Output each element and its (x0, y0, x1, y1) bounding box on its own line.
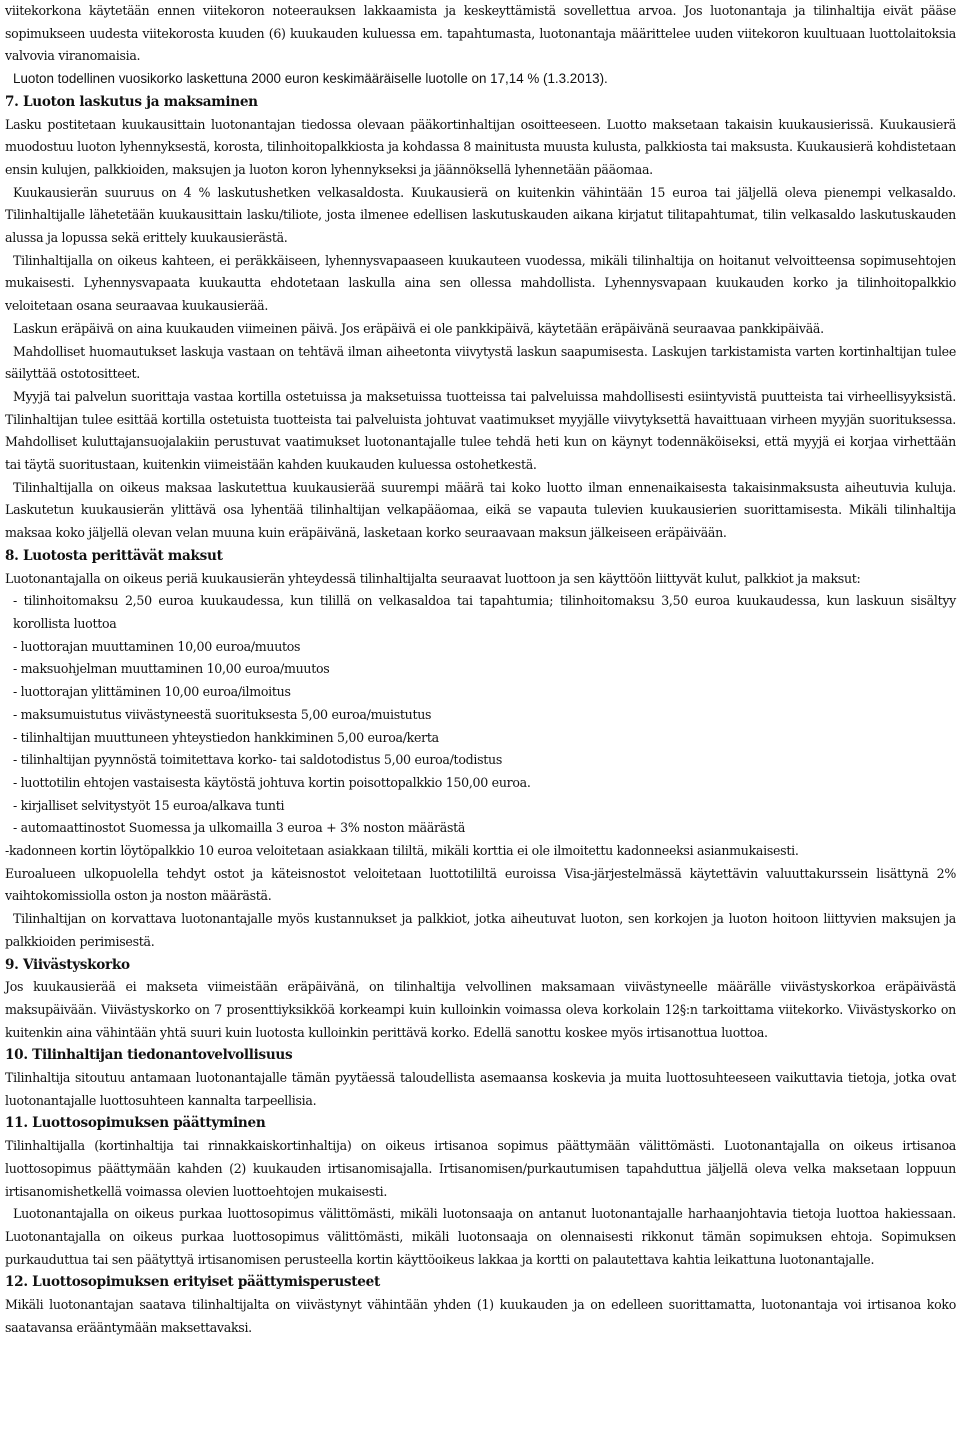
fee-list-item: - tilinhaltijan muuttuneen yhteystiedon hankkiminen 5,00 euroa/kerta (13, 729, 439, 745)
section-8-paragraph: Tilinhaltijan on korvattava luotonantajalle myös kustannukset ja palkkiot, jotka aiheutuvat luoton, sen korkojen ja luoton hoitoon liittyvien maksujen ja palkkioiden perimisestä. (5, 911, 956, 949)
section-11-paragraph: Tilinhaltijalla (kortinhaltija tai rinnakkaiskortinhaltija) on oikeus irtisanoa sopimus päättymään välittömästi. Luotonantajalla on oikeus irtisanoa luottosopimus päättymään kahden (2) kuukauden irtisanomisajalla. Irtisanomisen/purkautumisen tapahduttua jäljellä oleva velka maksetaan loppuun irtisanomishetkellä voimassa olevien luottoehtojen mukaisesti. (5, 1138, 956, 1199)
paragraph-apr: Luoton todellinen vuosikorko laskettuna 2000 euron keskimääräiselle luotolle on 17,14 % (1.3.2013). (13, 71, 608, 87)
section-8-intro: Luotonantajalla on oikeus periä kuukausierän yhteydessä tilinhaltijalta seuraavat luottoon ja sen käyttöön liittyvät kulut, palkkiot ja maksut: (5, 570, 861, 586)
section-12-heading: 12. Luottosopimuksen erityiset päättymisperusteet (5, 1274, 380, 1291)
section-10-paragraph: Tilinhaltija sitoutuu antamaan luotonantajalle tämän pyytäessä taloudellista asemaansa koskevia ja muita luottosuhteeseen vaikuttavia tietoja, jotka ovat luotonantajalle luottosuhteen kannalta tarpeellisia. (5, 1070, 956, 1108)
fee-list-item: -kadonneen kortin löytöpalkkio 10 euroa veloitetaan asiakkaan tililtä, mikäli korttia ei ole ilmoitettu kadonneeksi asianmukaisesti. (5, 843, 799, 859)
fee-list-item: - automaattinostot Suomessa ja ulkomailla 3 euroa + 3% noston määrästä (13, 820, 466, 836)
section-8-heading: 8. Luotosta perittävät maksut (5, 547, 223, 564)
section-7-paragraph: Mahdolliset huomautukset laskuja vastaan on tehtävä ilman aiheetonta viivytystä laskun saapumisesta. Laskujen tarkistamista varten kortinhaltijan tulee säilyttää ostotositteet. (5, 343, 956, 382)
section-10-heading: 10. Tilinhaltijan tiedonantovelvollisuus (5, 1047, 293, 1064)
section-8-paragraph: Euroalueen ulkopuolella tehdyt ostot ja käteisnostot veloitetaan luottotililtä euroissa Visa-järjestelmässä käytettävin valuuttakurssein lisättynä 2% vaihtokomissiolla oston ja noston määrästä. (5, 865, 956, 904)
fee-list-item: - luottorajan muuttaminen 10,00 euroa/muutos (13, 638, 301, 654)
section-11-heading: 11. Luottosopimuksen päättyminen (5, 1115, 266, 1132)
section-7-paragraph: Myyjä tai palvelun suorittaja vastaa kortilla ostetuissa ja maksetuissa tuotteissa tai palveluissa mahdollisesti esiintyvistä puutteista tai virheellisyyksistä. Tilinhaltijan tulee esittää kortilla ostetuista tuotteista tai palveluista johtuvat vaatimukset myyjälle viivytyksettä havaittuaan virheen myyjän suorituksessa. Mahdolliset kuluttajansuojalakiin perustuvat vaatimukset luotonantajalle tulee tehdä heti kun on käynyt todennäköiseksi, että myyjä ei korjaa virhettään tai täytä suoritustaan, kuitenkin viimeistään kahden kuukauden kuluessa ostohetkestä. (5, 388, 956, 473)
section-9-heading: 9. Viivästyskorko (5, 956, 130, 973)
section-7-paragraph: Kuukausierän suuruus on 4 % laskutushetken velkasaldosta. Kuukausierä on kuitenkin vähintään 15 euroa tai jäljellä oleva pienempi velkasaldo. Tilinhaltijalle lähetetään kuukausittain lasku/tiliote, josta ilmenee edellisen laskutuskauden aikana kirjatut tilitapahtumat, tilin velkasaldo laskutuskauden alussa ja lopussa sekä erittely kuukausierästä. (5, 184, 956, 246)
document-page (5, 0, 956, 1339)
section-11-paragraph: Luotonantajalla on oikeus purkaa luottosopimus välittömästi, mikäli luotonsaaja on antanut luotonantajalle harhaanjohtavia tietoja luottoa hakiessaan. Luotonantajalla on oikeus purkaa luottosopimus välittömästi, mikäli luotonsaaja on olennaisesti rikkonut tämän sopimuksen ehtoja. Sopimuksen purkauduttua tai sen päätyttyä irtisanomisen perusteella kortin käyttöoikeus lakkaa ja kortti on palautettava kahtia leikattuna luotonantajalle. (5, 1206, 956, 1267)
section-7-heading: 7. Luoton laskutus ja maksaminen (5, 93, 258, 110)
section-7-paragraph: Tilinhaltijalla on oikeus kahteen, ei peräkkäiseen, lyhennysvapaaseen kuukauteen vuodessa, mikäli tilinhaltija on hoitanut velvoitteensa sopimusehtojen mukaisesti. Lyhennysvapaata kuukautta ehdotetaan laskulla aina sen ollessa mahdollista. Lyhennysvapaan kuukauden korko ja tilinhoitopalkkio veloitetaan osana seuraavaa kuukausierää. (5, 252, 956, 314)
section-7-paragraph: Tilinhaltijalla on oikeus maksaa laskutettua kuukausierää suurempi määrä tai koko luotto ilman ennenaikaisesta takaisinmaksusta aiheutuvia kuluja. Laskutetun kuukausierän ylittävä osa lyhentää tilinhaltijan velkapääomaa, eikä se vapauta tulevien kuukausierien suorittamisesta. Mikäli tilinhaltija maksaa koko jäljellä olevan velan muuna kuin eräpäivänä, lasketaan korko seuraavaan maksun jälkeiseen eräpäivään. (5, 479, 956, 541)
section-7-paragraph: Lasku postitetaan kuukausittain luotonantajan tiedossa olevaan pääkortinhaltijan osoitteeseen. Luotto maksetaan takaisin kuukausierissä. Kuukausierä muodostuu luoton lyhennyksestä, korosta, tilinhoitopalkkiosta ja kohdassa 8 mainitusta muusta kulusta, palkkiosta tai maksusta. Kuukausierä kohdistetaan ensin kulujen, palkkioiden, maksujen ja luoton koron lyhennykseksi ja jäännöksellä lyhennetään pääomaa. (5, 116, 956, 177)
section-12-paragraph: Mikäli luotonantajan saatava tilinhaltijalta on viivästynyt vähintään yhden (1) kuukauden ja on edelleen suorittamatta, luotonantaja voi irtisanoa koko saatavansa erääntymään maksettavaksi. (5, 1297, 956, 1335)
paragraph-reference-rate: viitekorkona käytetään ennen viitekoron noteerauksen lakkaamista ja keskeyttämistä sovellettua arvoa. Jos luotonantaja ja tilinhaltija eivät pääse sopimukseen uudesta viitekorosta kuuden (6) kuukauden kuluessa em. tapahtumasta, luotonantaja määrittelee uuden viitekoron kuultuaan luottolaitoksia valvovia viranomaisia. (5, 3, 956, 64)
fee-list-item: - tilinhaltijan pyynnöstä toimitettava korko- tai saldotodistus 5,00 euroa/todistus (13, 752, 502, 768)
fee-list-item: - maksumuistutus viivästyneestä suorituksesta 5,00 euroa/muistutus (13, 706, 432, 722)
fee-list-item: - maksuohjelman muuttaminen 10,00 euroa/muutos (13, 661, 330, 677)
section-7-paragraph: Laskun eräpäivä on aina kuukauden viimeinen päivä. Jos eräpäivä ei ole pankkipäivä, käytetään eräpäivänä seuraavaa pankkipäivää. (13, 320, 824, 336)
fee-list-item: - tilinhoitomaksu 2,50 euroa kuukaudessa, kun tilillä on velkasaldoa tai tapahtumia; tilinhoitomaksu 3,50 euroa kuukaudessa, kun laskuun sisältyy korollista luottoa (13, 593, 956, 631)
fee-list-item: - luottorajan ylittäminen 10,00 euroa/ilmoitus (13, 684, 291, 700)
fee-list (5, 590, 956, 862)
fee-list-item: - kirjalliset selvitystyöt 15 euroa/alkava tunti (13, 797, 285, 813)
fee-list-item: - luottotilin ehtojen vastaisesta käytöstä johtuva kortin poisottopalkkio 150,00 euroa. (13, 774, 531, 790)
section-9-paragraph: Jos kuukausierää ei makseta viimeistään eräpäivänä, on tilinhaltija velvollinen maksamaan viivästyneelle määrälle viivästyskorkoa eräpäivästä maksupäivään. Viivästyskorko on 7 prosenttiyksikköä korkeampi kuin kulloinkin voimassa oleva korkolain 12§:n tarkoittama viitekorko. Viivästyskorko on kuitenkin aina vähintään yhtä suuri kuin luotosta kulloinkin perittävä korko. Edellä sanottu koskee myös irtisanottua luottoa. (5, 979, 956, 1040)
